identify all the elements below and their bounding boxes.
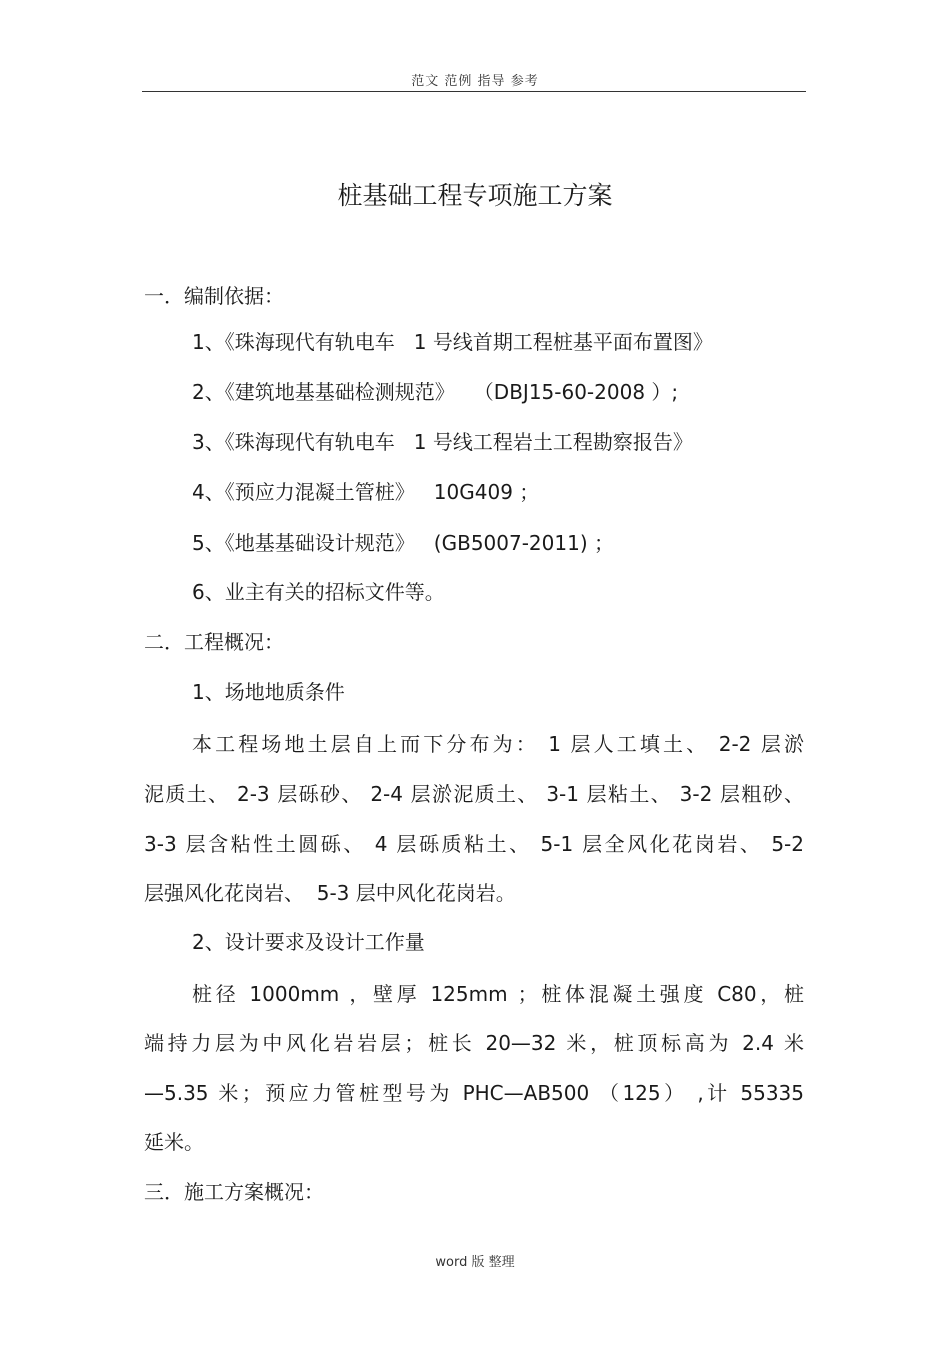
basis-item-6: 6、业主有关的招标文件等。 [192, 580, 445, 604]
subheading-geology: 1、场地地质条件 [192, 680, 345, 704]
document-title: 桩基础工程专项施工方案 [337, 181, 613, 210]
design-paragraph-line: 端持力层为中风化岩岩层；桩长 20—32 米，桩顶标高为 2.4 米 [144, 1031, 804, 1055]
basis-item-1: 1、《珠海现代有轨电车 1 号线首期工程桩基平面布置图》 [192, 330, 713, 354]
geology-paragraph-line: 本工程场地土层自上而下分布为： 1 层人工填土、 2-2 层淤 [192, 732, 804, 756]
basis-item-5: 5、《地基基础设计规范》 (GB5007-2011) ； [192, 531, 614, 555]
geology-paragraph-line: 3-3 层含粘性土圆砾、 4 层砾质粘土、 5-1 层全风化花岗岩、 5-2 [144, 832, 804, 856]
basis-item-3: 3、《珠海现代有轨电车 1 号线工程岩土工程勘察报告》 [192, 430, 693, 454]
subheading-design: 2、设计要求及设计工作量 [192, 930, 425, 954]
geology-paragraph-line: 泥质土、 2-3 层砾砂、 2-4 层淤泥质土、 3-1 层粘土、 3-2 层粗砂、 [144, 782, 804, 806]
page-header: 范文 范例 指导 参考 [411, 74, 539, 89]
design-paragraph-line: 桩径 1000mm ，壁厚 125mm ；桩体混凝土强度 C80，桩 [192, 982, 804, 1006]
page-footer: word 版 整理 [435, 1255, 515, 1270]
basis-item-4: 4、《预应力混凝土管桩》 10G409 ； [192, 480, 540, 504]
geology-paragraph-line: 层强风化花岗岩、 5-3 层中风化花岗岩。 [144, 881, 516, 905]
header-divider [142, 91, 806, 92]
section-heading-plan: 三．施工方案概况： [144, 1180, 324, 1204]
basis-item-2: 2、《建筑地基基础检测规范》 （DBJ15-60-2008 ）; [192, 380, 679, 404]
section-heading-overview: 二．工程概况： [144, 630, 284, 654]
design-paragraph-line: —5.35 米；预应力管桩型号为 PHC—AB500 （125） ,计 55335 [144, 1081, 804, 1105]
design-paragraph-line: 延米。 [144, 1130, 204, 1154]
section-heading-basis: 一．编制依据： [144, 284, 284, 308]
